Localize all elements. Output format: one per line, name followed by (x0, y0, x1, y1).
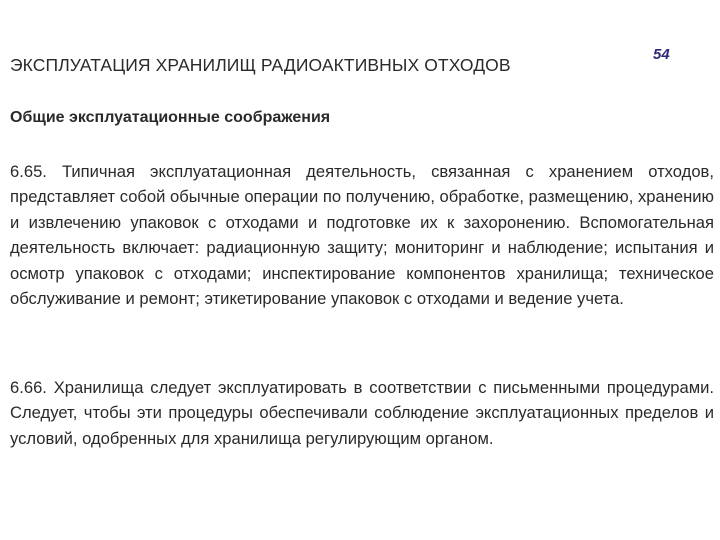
page-number: 54 (653, 46, 670, 63)
document-title: ЭКСПЛУАТАЦИЯ ХРАНИЛИЩ РАДИОАКТИВНЫХ ОТХОДОВ (10, 55, 511, 75)
paragraph-6-65: 6.65. Типичная эксплуатационная деятельность, связанная с хранением отходов, представляет собой обычные операции по получению, обработке, размещению, хранению и извлечению упаковок с отходами и подготовке их к захоронению. Вспомогательная деятельность включает: радиационную защиту; мониторинг и наблюдение; испытания и осмотр упаковок с отходами; инспектирование компонентов хранилища; техническое обслуживание и ремонт; этикетирование упаковок с отходами и ведение учета. (10, 162, 714, 309)
paragraph-6-66: 6.66. Хранилища следует эксплуатировать в соответствии с письменными процедурами. Следует, чтобы эти процедуры обеспечивали соблюдение эксплуатационных пределов и условий, одобренных для хранилища регулирующим органом. (10, 378, 714, 448)
section-heading: Общие эксплуатационные соображения (10, 109, 331, 126)
